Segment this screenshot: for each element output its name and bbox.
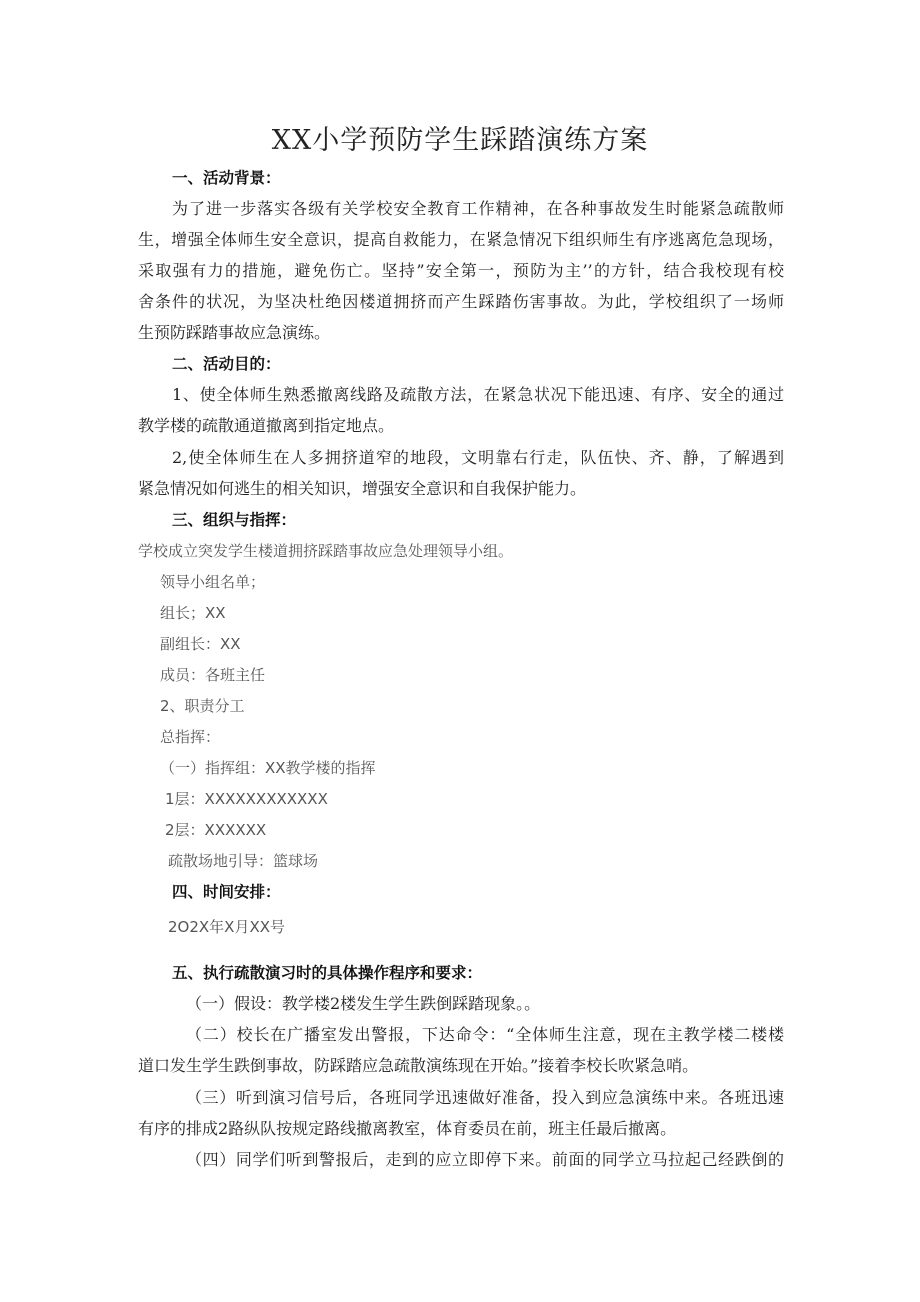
paragraph-line: （四）同学们听到警报后，走到的应立即停下来。前面的同学立马拉起己经跌倒的 (186, 1150, 784, 1169)
organization-item: 成员：各班主任 (160, 666, 266, 684)
organization-item: 领导小组名单； (160, 573, 266, 591)
paragraph-line: 为了进一步落实各级有关学校安全教育工作精神，在各种事故发生时能紧急疏散师 (172, 199, 784, 218)
paragraph-line: 舍条件的状况，为坚决杜绝因楼道拥挤而产生踩踏伤害事故。为此，学校组织了一场师 (138, 292, 784, 311)
schedule-date: 2O2X年X月XX号 (168, 918, 285, 936)
organization-item: 2、职责分工 (160, 697, 245, 715)
paragraph-line: 1、使全体师生熟悉撤离线路及疏散方法，在紧急状况下能迅速、有序、安全的通过 (172, 385, 784, 404)
paragraph-line: 2,使全体师生在人多拥挤道窄的地段，文明靠右行走，队伍快、齐、静，了解遇到 (172, 448, 784, 467)
paragraph-line: 教学楼的疏散通道撤离到指定地点。 (138, 416, 395, 435)
organization-item: 组长；XX (160, 604, 226, 622)
section-heading-organization: 三、组织与指挥： (172, 511, 297, 529)
paragraph-line: 生预防踩踏事故应急演练。 (138, 323, 331, 342)
organization-item: 疏散场地引导：篮球场 (168, 852, 319, 870)
paragraph-line: 道口发生学生跌倒事故，防踩踏应急疏散演练现在开始。”接着李校长吹紧急哨。 (138, 1056, 699, 1075)
section-heading-procedure: 五、执行疏散演习时的具体操作程序和要求： (172, 964, 483, 982)
organization-item: 副组长：XX (160, 635, 241, 653)
section-heading-purpose: 二、活动目的： (172, 355, 281, 373)
organization-item: 总指挥： (160, 728, 221, 746)
organization-item: 1层：XXXXXXXXXXXX (165, 790, 328, 808)
document-title: XX小学预防学生踩踏演练方案 (271, 125, 649, 156)
paragraph-line: （三）听到演习信号后，各班同学迅速做好准备，投入到应急演练中来。各班迅速 (186, 1088, 784, 1107)
paragraph-line: （一）假设：教学楼2楼发生学生跌倒踩踏现象。。 (186, 994, 541, 1013)
paragraph-line: 紧急情况如何逃生的相关知识，增强安全意识和自我保护能力。 (138, 479, 587, 498)
organization-item: （一）指挥组：XX教学楼的指挥 (160, 759, 376, 777)
organization-intro: 学校成立突发学生楼道拥挤踩踏事故应急处理领导小组。 (138, 542, 514, 560)
paragraph-line: 采取强有力的措施，避免伤亡。坚持”安全第一，预防为主’’的方针，结合我校现有校 (138, 261, 784, 280)
paragraph-line: （二）校长在广播室发出警报，下达命令：“全体师生注意，现在主教学楼二楼楼 (186, 1025, 784, 1044)
organization-item: 2层：XXXXXX (165, 821, 267, 839)
section-heading-schedule: 四、时间安排： (172, 883, 281, 901)
paragraph-line: 有序的排成2路纵队按规定路线撤离教室，体育委员在前，班主任最后撤离。 (138, 1119, 677, 1138)
paragraph-line: 生，增强全体师生安全意识，提高自救能力，在紧急情况下组织师生有序逃离危急现场， (138, 230, 784, 249)
section-heading-background: 一、活动背景： (172, 169, 281, 187)
